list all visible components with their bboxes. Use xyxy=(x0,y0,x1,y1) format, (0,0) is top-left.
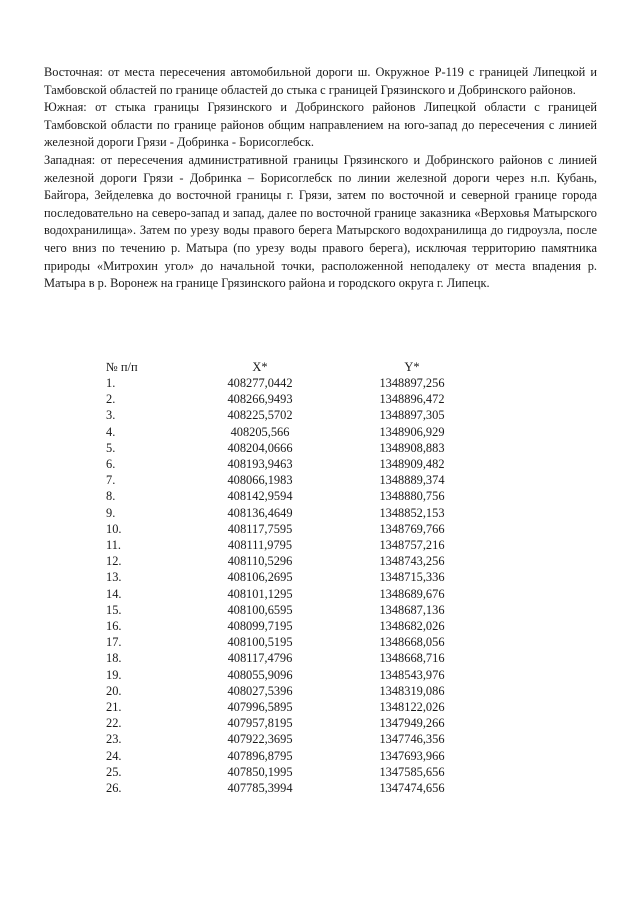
x-coordinate: 408117,4796 xyxy=(227,651,293,666)
y-coordinate: 1348880,756 xyxy=(379,489,445,504)
row-number: 26. xyxy=(106,781,122,795)
boundary-description xyxy=(44,64,597,293)
y-coordinate: 1348897,256 xyxy=(379,376,445,390)
x-coordinate: 408205,566 xyxy=(230,424,290,439)
y-coordinate: 1347949,266 xyxy=(379,716,445,731)
y-coordinate: 1347746,356 xyxy=(379,732,445,747)
row-number: 17. xyxy=(106,635,122,650)
row-number: 21. xyxy=(106,700,122,714)
row-number: 9. xyxy=(106,505,116,520)
x-coordinate: 408193,9463 xyxy=(227,457,293,471)
y-coordinate: 1348906,929 xyxy=(379,424,445,439)
row-number: 16. xyxy=(106,619,122,633)
row-number: 15. xyxy=(106,602,122,617)
row-number: 6. xyxy=(106,457,116,471)
x-coordinate: 407785,3994 xyxy=(227,781,293,795)
y-coordinate: 1347585,656 xyxy=(379,764,445,779)
y-coordinate: 1348689,676 xyxy=(379,586,445,601)
row-number: 11. xyxy=(106,538,122,552)
x-coordinate: 408100,6595 xyxy=(227,602,293,617)
header-number: № п/п xyxy=(106,360,138,374)
x-coordinate: 408136,4649 xyxy=(227,505,293,520)
y-coordinate: 1348715,336 xyxy=(379,570,445,585)
y-coordinate: 1348896,472 xyxy=(379,392,445,407)
y-coordinate: 1348682,026 xyxy=(379,619,445,633)
y-coordinate: 1348897,305 xyxy=(379,408,445,423)
y-coordinate: 1348668,056 xyxy=(379,635,445,650)
x-coordinate: 408266,9493 xyxy=(227,392,293,407)
x-coordinate: 407896,8795 xyxy=(227,748,293,763)
row-number: 5. xyxy=(106,440,116,455)
x-coordinate: 408101,1295 xyxy=(227,586,293,601)
x-coordinate: 408100,5195 xyxy=(227,635,293,650)
x-coordinate: 408106,2695 xyxy=(227,570,293,585)
y-coordinate: 1348319,086 xyxy=(379,683,445,698)
row-number: 7. xyxy=(106,473,116,488)
y-coordinate: 1347474,656 xyxy=(379,781,445,795)
header-y: Y* xyxy=(404,360,420,374)
y-coordinate: 1348743,256 xyxy=(379,554,445,569)
y-coordinate: 1348852,153 xyxy=(379,505,445,520)
row-number: 19. xyxy=(106,667,122,682)
y-coordinate: 1348889,374 xyxy=(379,473,445,488)
y-coordinate: 1348908,883 xyxy=(379,440,445,455)
x-coordinate: 408055,9096 xyxy=(227,667,293,682)
row-number: 23. xyxy=(106,732,122,747)
x-coordinate: 408027,5396 xyxy=(227,683,293,698)
row-number: 14. xyxy=(106,586,122,601)
east-boundary-paragraph: Восточная: от места пересечения автомобильной дороги ш. Окружное Р-119 с границей Липецкой и Тамбовской областей по границе областей до стыка с границей Грязинского и Добринского районов. xyxy=(44,65,597,97)
row-number: 13. xyxy=(106,570,122,585)
y-coordinate: 1348543,976 xyxy=(379,667,445,682)
row-number: 25. xyxy=(106,764,122,779)
row-number: 24. xyxy=(106,748,122,763)
x-coordinate: 408277,0442 xyxy=(227,376,293,390)
x-coordinate: 408111,9795 xyxy=(227,538,293,552)
x-coordinate: 408117,7595 xyxy=(227,521,293,536)
x-coordinate: 407957,8195 xyxy=(227,716,293,731)
y-coordinate: 1348769,766 xyxy=(379,521,445,536)
x-coordinate: 408225,5702 xyxy=(227,408,293,423)
row-number: 8. xyxy=(106,489,116,504)
row-number: 4. xyxy=(106,424,116,439)
row-number: 18. xyxy=(106,651,122,666)
y-coordinate: 1348668,716 xyxy=(379,651,445,666)
row-number: 3. xyxy=(106,408,116,423)
south-boundary-paragraph: Южная: от стыка границы Грязинского и Добринского районов Липецкой области с границей Тамбовской области по границе районов общим направлением на юго-запад до пересечения с линией железной дороги Грязи - Добринка - Борисоглебск. xyxy=(44,100,597,150)
x-coordinate: 408142,9594 xyxy=(227,489,293,504)
row-number: 1. xyxy=(106,376,116,390)
y-coordinate: 1348687,136 xyxy=(379,602,445,617)
west-boundary-paragraph: Западная: от пересечения административной границы Грязинского и Добринского районов с линией железной дороги Грязи - Добринка – Борисоглебск по линии железной дороги через н.п. Кубань, Байгора, Зейделевка до восточной границы г. Грязи, затем по восточной и северной границе города последовательно на северо-запад и запад, далее по восточной границе заказника «Верховья Матырского водохранилища». Затем по урезу воды правого берега Матырского водохранилища до гидроузла, после чего вниз по течению р. Матыра (по урезу воды правого берега), исключая территорию памятника природы «Митрохин угол» до начальной точки, расположенной неподалеку от места впадения р. Матыра в р. Воронеж на границе Грязинского района и городского округа г. Липецк. xyxy=(44,152,597,291)
row-number: 20. xyxy=(106,683,122,698)
x-coordinate: 407922,3695 xyxy=(227,732,293,747)
row-number: 22. xyxy=(106,716,122,731)
row-number: 2. xyxy=(106,392,116,407)
x-coordinate: 408066,1983 xyxy=(227,473,293,488)
x-coordinate: 407996,5895 xyxy=(227,700,293,714)
y-coordinate: 1348122,026 xyxy=(379,700,445,714)
x-coordinate: 408204,0666 xyxy=(227,440,293,455)
row-number: 12. xyxy=(106,554,122,569)
header-x: X* xyxy=(252,360,268,374)
y-coordinate: 1347693,966 xyxy=(379,748,445,763)
x-coordinate: 407850,1995 xyxy=(227,764,293,779)
y-coordinate: 1348757,216 xyxy=(379,538,445,552)
y-coordinate: 1348909,482 xyxy=(379,457,445,471)
x-coordinate: 408110,5296 xyxy=(227,554,293,569)
x-coordinate: 408099,7195 xyxy=(227,619,293,633)
row-number: 10. xyxy=(106,521,122,536)
